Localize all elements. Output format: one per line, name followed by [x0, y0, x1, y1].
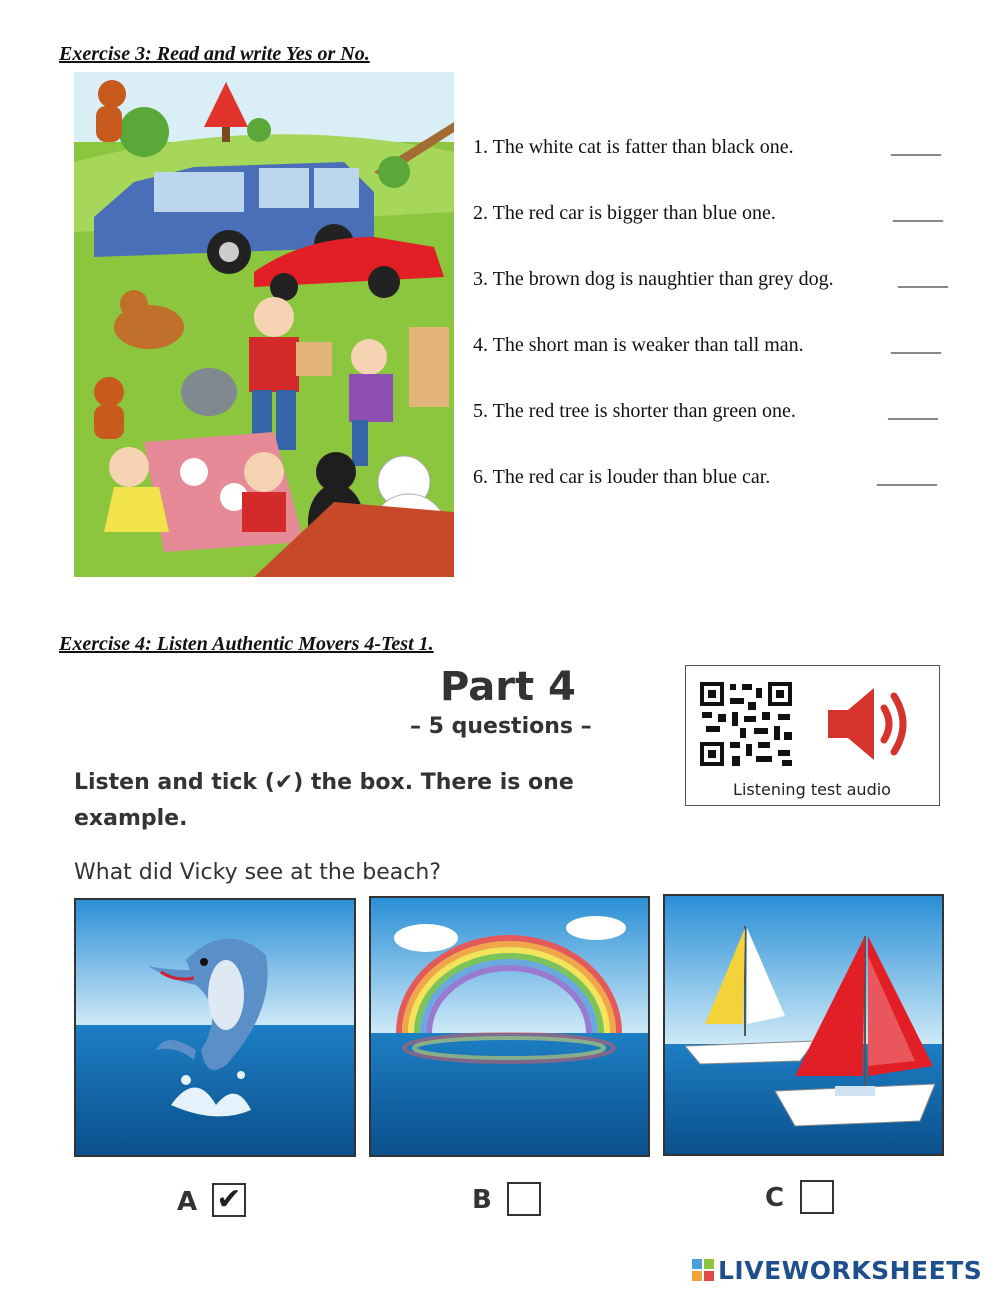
part-title: Part 4	[440, 664, 576, 710]
answer-blank-5[interactable]: _____	[888, 400, 938, 422]
option-a-dolphin-image	[74, 898, 356, 1157]
option-a-letter: A	[177, 1187, 198, 1217]
question-6: 6. The red car is louder than blue car. ______	[473, 466, 937, 488]
question-5: 5. The red tree is shorter than green one. _____	[473, 400, 938, 422]
exercise3-heading: Exercise 3: Read and write Yes or No.	[59, 43, 370, 65]
question-1: 1. The white cat is fatter than black one. _____	[473, 136, 941, 158]
question-3: 3. The brown dog is naughtier than grey dog. _____	[473, 268, 948, 290]
option-c-tickbox[interactable]	[800, 1180, 834, 1214]
question-text: What did Vicky see at the beach?	[74, 860, 441, 885]
audio-box[interactable]	[685, 665, 940, 806]
instruction-line-2: example.	[74, 806, 188, 831]
part-subtitle: – 5 questions –	[410, 714, 592, 739]
logo-mark-icon	[692, 1259, 714, 1281]
answer-blank-6[interactable]: ______	[877, 466, 937, 488]
answer-blank-1[interactable]: _____	[891, 136, 941, 158]
option-b-tickbox[interactable]	[507, 1182, 541, 1216]
option-b-letter: B	[472, 1185, 492, 1215]
liveworksheets-logo	[692, 1256, 982, 1284]
audio-label: Listening test audio	[733, 780, 891, 799]
answer-blank-4[interactable]: _____	[891, 334, 941, 356]
answer-blank-3[interactable]: _____	[898, 268, 948, 290]
question-4: 4. The short man is weaker than tall man. _____	[473, 334, 941, 356]
option-b-rainbow-image	[369, 896, 650, 1157]
logo-text: LIVEWORKSHEETS	[718, 1255, 983, 1285]
park-scene-illustration	[74, 72, 454, 577]
qr-code-icon	[698, 680, 794, 768]
option-c-sailboats-image	[663, 894, 944, 1156]
exercise4-heading: Exercise 4: Listen Authentic Movers 4-Test 1.	[59, 633, 434, 655]
option-c-letter: C	[765, 1183, 785, 1213]
question-2: 2. The red car is bigger than blue one. _____	[473, 202, 943, 224]
answer-blank-2[interactable]: _____	[893, 202, 943, 224]
speaker-icon[interactable]	[824, 684, 914, 764]
instruction-line-1: Listen and tick (✔) the box. There is one	[74, 770, 574, 795]
option-a-tickbox[interactable]: ✔	[212, 1183, 246, 1217]
